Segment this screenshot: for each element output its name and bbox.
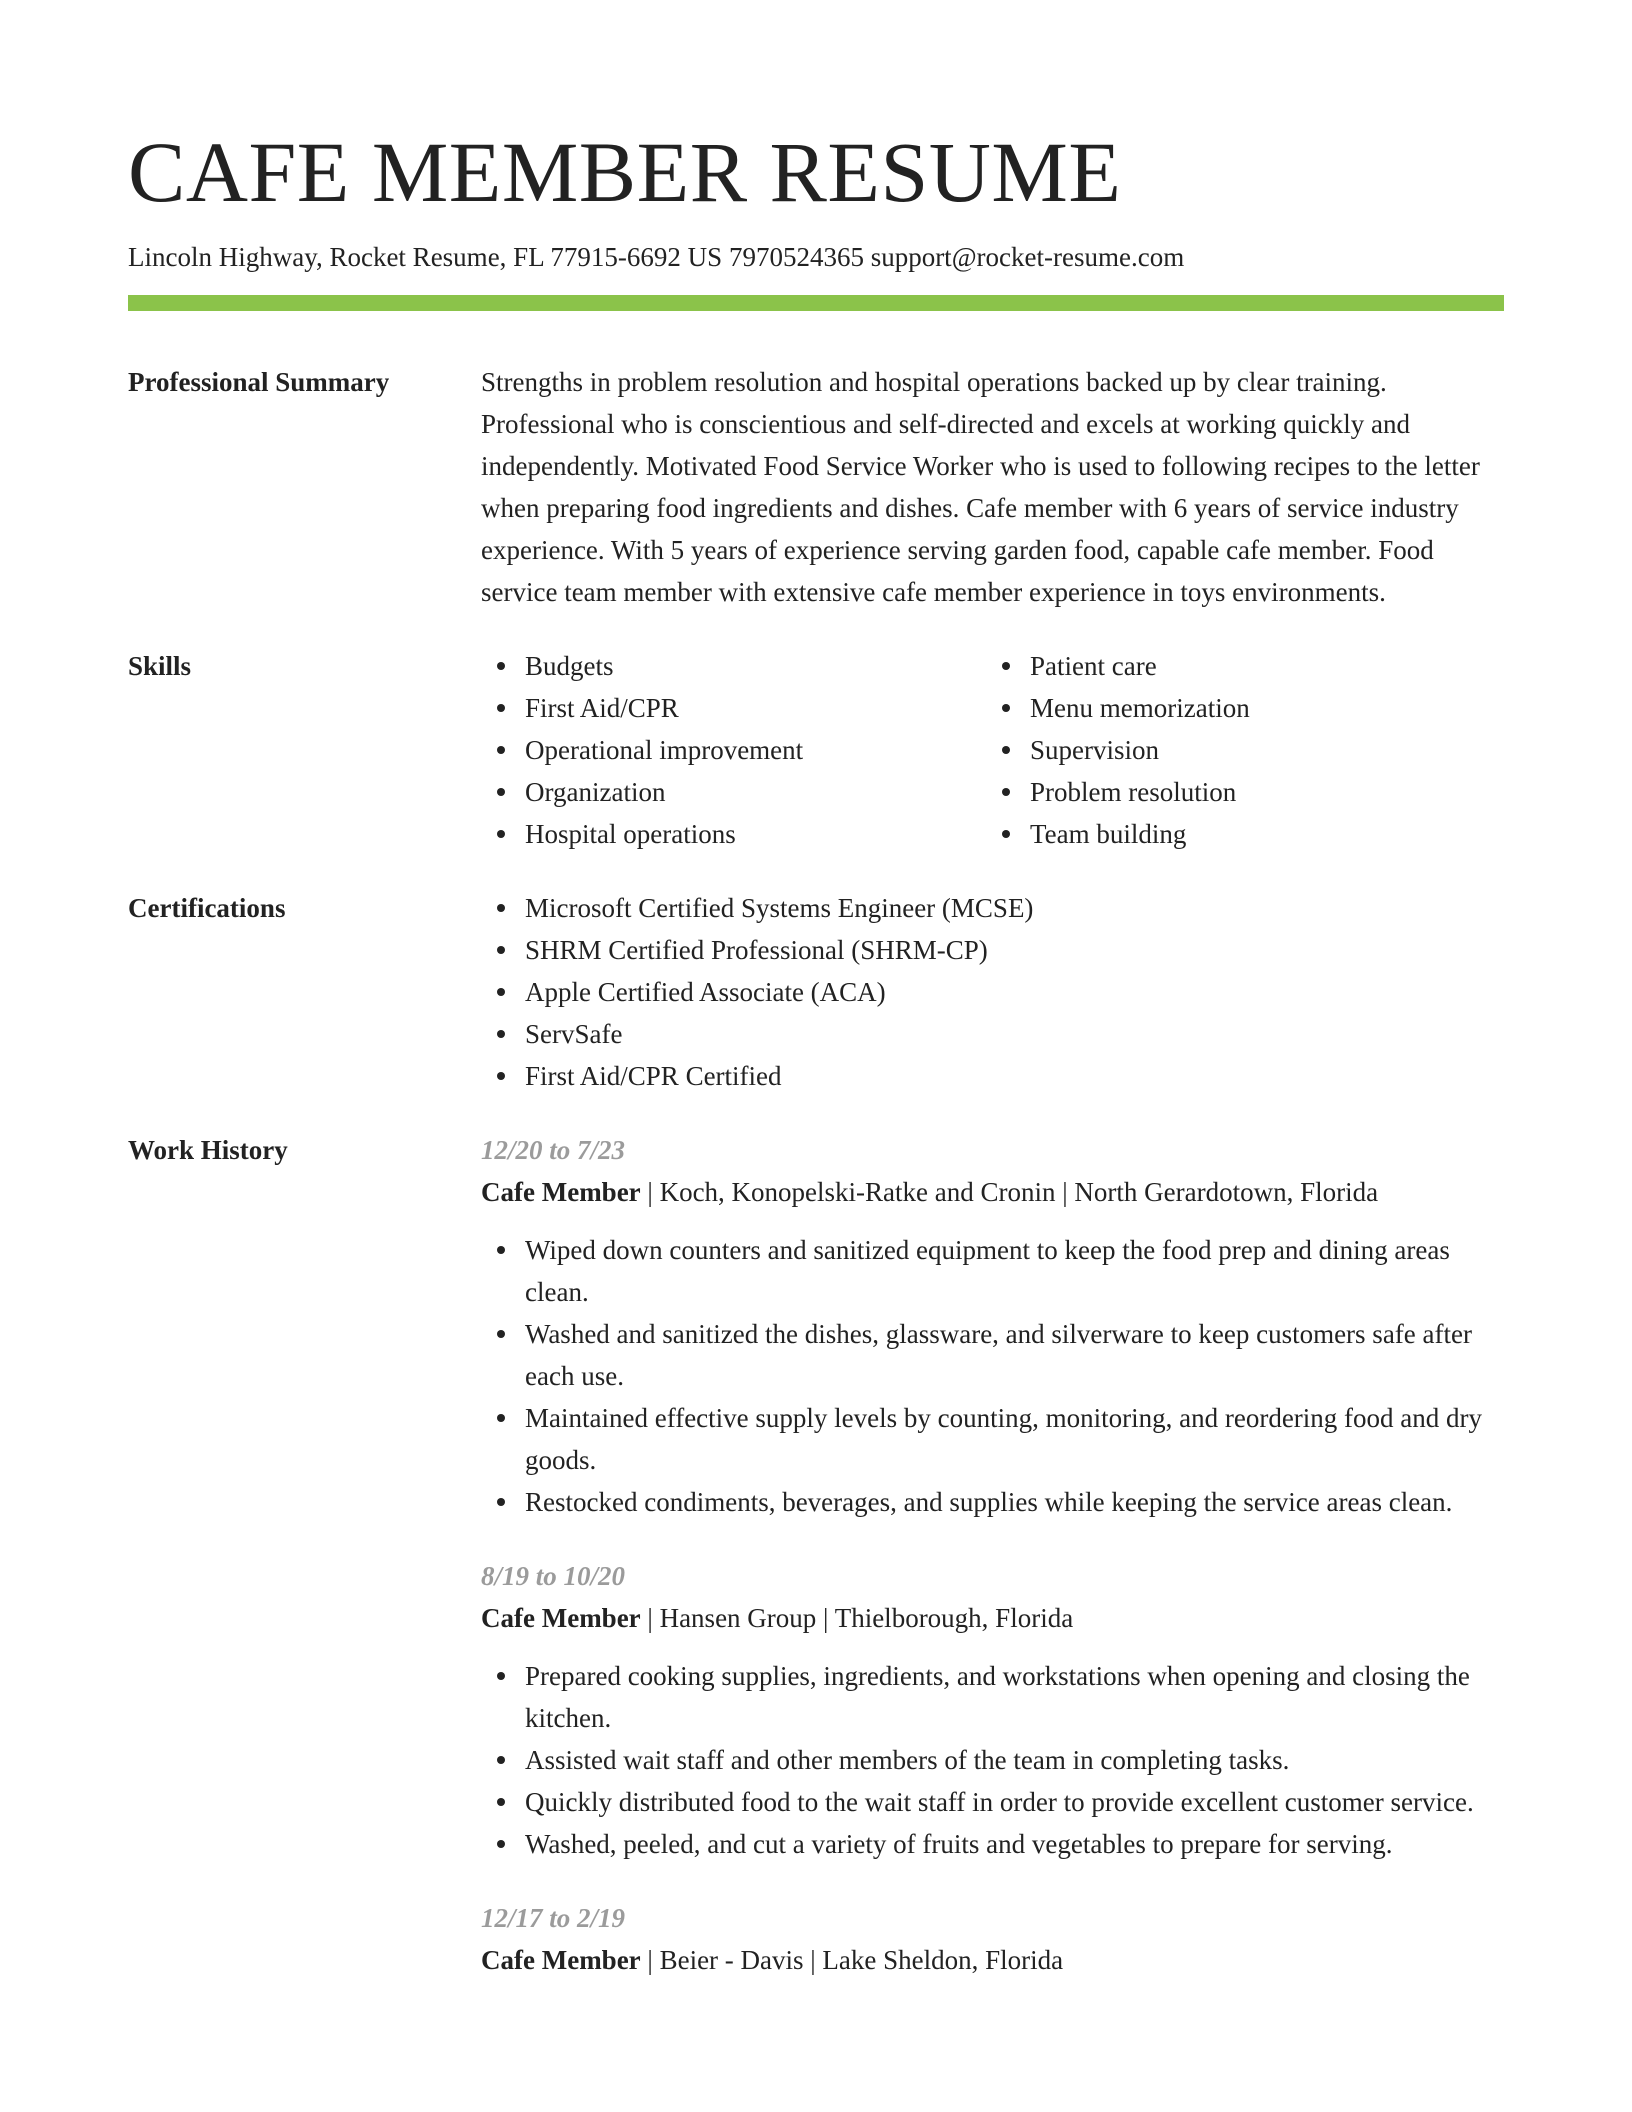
skill-item: Patient care [986,645,1491,687]
job-title: Cafe Member [481,1945,641,1975]
job-duty-item: Quickly distributed food to the wait staff in order to provide excellent customer service. [481,1781,1504,1823]
skills-body [481,645,1504,855]
work-history-heading: Work History [128,1135,288,1165]
contact-address: Lincoln Highway, Rocket Resume, FL 77915-6692 US [128,242,723,272]
header-divider [128,295,1504,311]
job-duty-item: Restocked condiments, beverages, and supplies while keeping the service areas clean. [481,1481,1504,1523]
contact-phone: 7970524365 [728,242,864,272]
certification-item: ServSafe [481,1013,1504,1055]
skill-item: Supervision [986,729,1491,771]
job-details: | Hansen Group | Thielborough, Florida [640,1603,1074,1633]
resume-title: CAFE MEMBER RESUME [128,124,1122,220]
certification-item: Microsoft Certified Systems Engineer (MCSE) [481,887,1504,929]
certifications-section [128,887,1504,1097]
job-heading [481,1597,1504,1639]
job-title: Cafe Member [481,1177,641,1207]
job-dates: 12/17 to 2/19 [481,1903,626,1933]
work-history-section [128,1129,1504,2013]
job-duties-list [481,1655,1504,1865]
job-duty-item: Wiped down counters and sanitized equipment to keep the food prep and dining areas clean. [481,1229,1504,1313]
job-duty-item: Prepared cooking supplies, ingredients, and workstations when opening and closing the kitchen. [481,1655,1504,1739]
skills-section [128,645,1504,855]
job-details: | Koch, Konopelski-Ratke and Cronin | North Gerardotown, Florida [640,1177,1379,1207]
job-duty-item: Washed and sanitized the dishes, glassware, and silverware to keep customers safe after each use. [481,1313,1504,1397]
certification-item: First Aid/CPR Certified [481,1055,1504,1097]
skill-item: Operational improvement [481,729,986,771]
skill-item: Problem resolution [986,771,1491,813]
job-entry [481,1555,1504,1865]
summary-section [128,361,1504,613]
summary-heading: Professional Summary [128,367,390,397]
certifications-heading: Certifications [128,893,286,923]
job-dates: 8/19 to 10/20 [481,1561,626,1591]
skills-list-right [986,645,1491,855]
skill-item: Organization [481,771,986,813]
contact-email: support@rocket-resume.com [870,242,1185,272]
job-duty-item: Maintained effective supply levels by counting, monitoring, and reordering food and dry goods. [481,1397,1504,1481]
skill-item: Hospital operations [481,813,986,855]
job-duty-item: Assisted wait staff and other members of the team in completing tasks. [481,1739,1504,1781]
skill-item: Team building [986,813,1491,855]
job-entry [481,1129,1504,1523]
certifications-list [481,887,1504,1097]
skill-item: First Aid/CPR [481,687,986,729]
skills-list-left [481,645,986,855]
skill-item: Budgets [481,645,986,687]
summary-text: Strengths in problem resolution and hospital operations backed up by clear training. Professional who is conscientious and self-directed and excels at working quickly and independently. Motivated Food Service Worker who is used to following recipes to the letter when preparing food ingredients and dishes. Cafe member with 6 years of service industry experience. With 5 years of experience serving garden food, capable cafe member. Food service team member with extensive cafe member experience in toys environments. [481,367,1480,607]
certification-item: Apple Certified Associate (ACA) [481,971,1504,1013]
job-heading [481,1939,1504,1981]
job-entry [481,1897,1504,1981]
work-history-body [481,1129,1504,2013]
job-heading [481,1171,1504,1213]
job-duty-item: Washed, peeled, and cut a variety of fruits and vegetables to prepare for serving. [481,1823,1504,1865]
job-duties-list [481,1229,1504,1523]
contact-line [128,240,1504,274]
certifications-body [481,887,1504,1097]
skill-item: Menu memorization [986,687,1491,729]
certification-item: SHRM Certified Professional (SHRM-CP) [481,929,1504,971]
job-title: Cafe Member [481,1603,641,1633]
job-dates: 12/20 to 7/23 [481,1135,626,1165]
skills-heading: Skills [128,651,192,681]
job-details: | Beier - Davis | Lake Sheldon, Florida [640,1945,1064,1975]
